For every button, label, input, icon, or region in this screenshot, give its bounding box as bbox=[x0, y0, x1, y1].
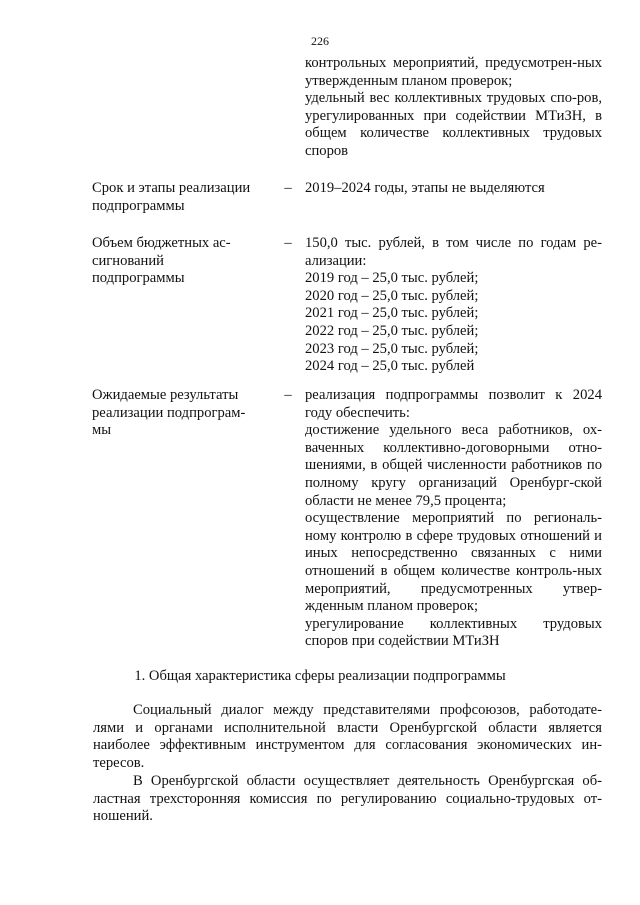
page-number: 226 bbox=[311, 34, 329, 48]
value-line: 2022 год – 25,0 тыс. рублей; bbox=[305, 322, 479, 339]
row-label: Объем бюджетных ас-сигнований подпрограммы bbox=[92, 235, 231, 287]
value-line: 2019–2024 годы, этапы не выделяются bbox=[305, 180, 545, 196]
value-line: осуществление мероприятий по региональ-ному контролю в сфере трудовых отношений и иных непосредственно связанных с ними отношений в общем количестве контроль-ных мероприятий, предусмотренных утвер-жденным планом проверок; bbox=[305, 510, 602, 615]
value-line: урегулирование коллективных трудовых споров при содействии МТиЗН bbox=[305, 615, 602, 650]
row-value bbox=[305, 235, 602, 376]
continuation-value bbox=[305, 55, 602, 161]
body-paragraph: Социальный диалог между представителями профсоюзов, работодате-лями и органами исполнительной власти Оренбургской области является наиболее эффективным инструментом для согласования экономических ин-тересов. bbox=[93, 702, 602, 772]
body-paragraph: В Оренбургской области осуществляет деятельность Оренбургская об-ластная трехсторонняя комиссия по регулированию социально-трудовых от-ношений. bbox=[93, 773, 602, 825]
value-line: 150,0 тыс. рублей, в том числе по годам ре-ализации: bbox=[305, 235, 602, 269]
value-line: достижение удельного веса работников, ох-ваченных коллективно-договорными отно-шениями, в общей численности работников по полному кругу организаций Оренбург-ской области не менее 79,5 процента; bbox=[305, 422, 602, 509]
row-dash: – bbox=[284, 180, 292, 196]
row-value bbox=[305, 387, 602, 651]
value-line: 2024 год – 25,0 тыс. рублей bbox=[305, 358, 475, 375]
row-dash: – bbox=[284, 235, 292, 251]
value-line: удельный вес коллективных трудовых спо-ров, урегулированных при содействии МТиЗН, в общем количестве коллективных трудовых споров bbox=[305, 90, 602, 159]
value-line: 2021 год – 25,0 тыс. рублей; bbox=[305, 305, 479, 322]
value-line: реализация подпрограммы позволит к 2024 году обеспечить: bbox=[305, 387, 602, 421]
value-line: 2023 год – 25,0 тыс. рублей; bbox=[305, 340, 479, 357]
value-line: 2019 год – 25,0 тыс. рублей; bbox=[305, 270, 479, 287]
section-heading: 1. Общая характеристика сферы реализации подпрограммы bbox=[134, 668, 506, 684]
row-label: Срок и этапы реализации подпрограммы bbox=[92, 180, 251, 214]
value-line: контрольных мероприятий, предусмотрен-ных утвержденным планом проверок; bbox=[305, 55, 602, 89]
row-value bbox=[305, 180, 602, 198]
value-line: 2020 год – 25,0 тыс. рублей; bbox=[305, 287, 479, 304]
row-dash: – bbox=[284, 387, 292, 403]
row-label: Ожидаемые результаты реализации подпрограм-мы bbox=[92, 387, 246, 439]
